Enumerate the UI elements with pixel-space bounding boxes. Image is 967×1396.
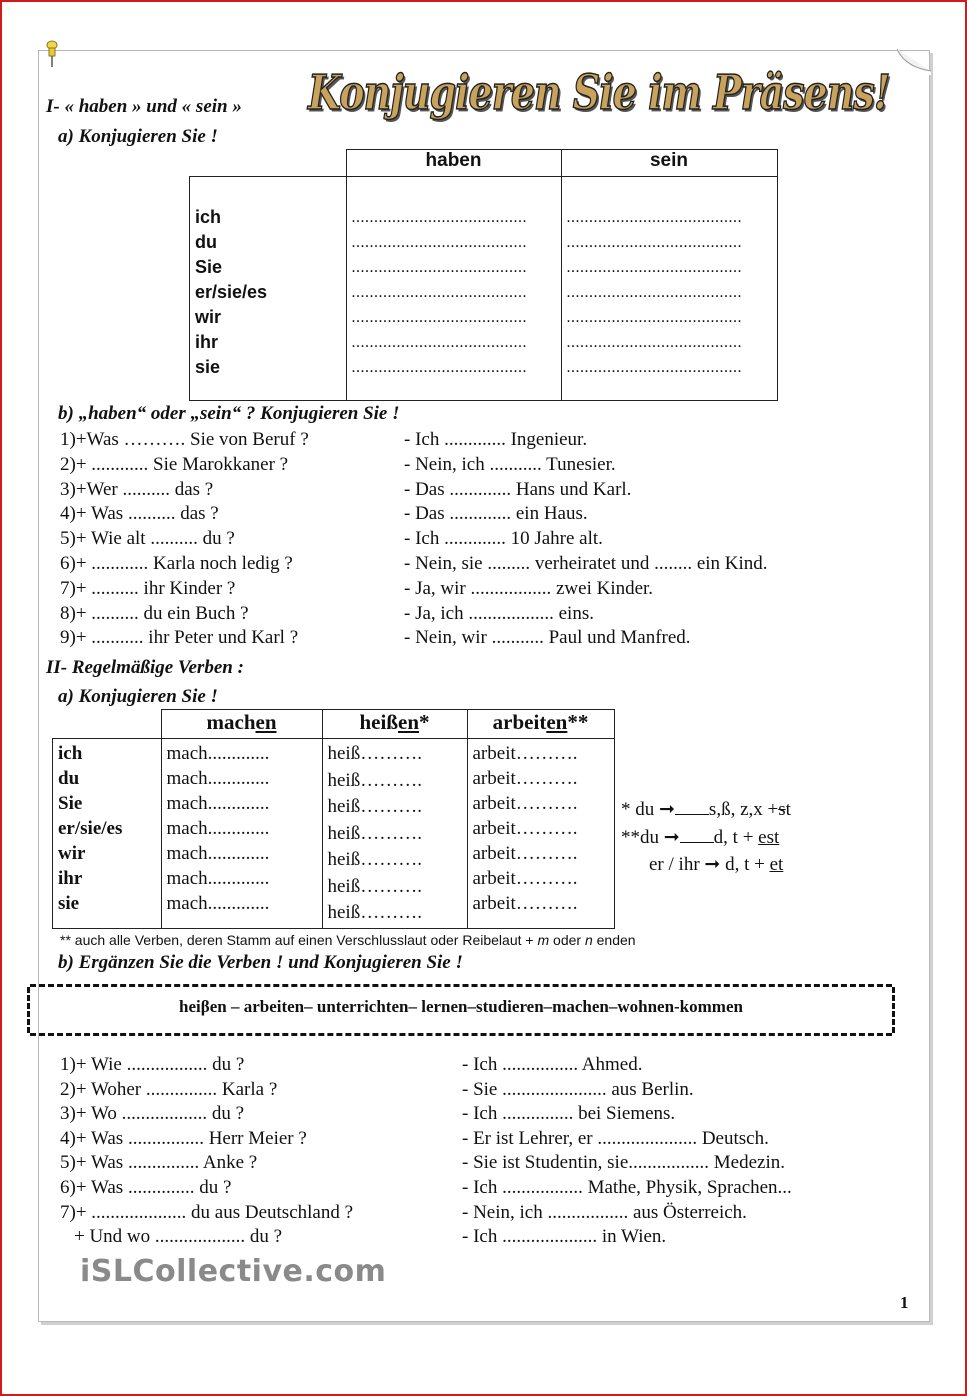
rule-er-ihr: er / ihr ➞ d, t + et — [649, 854, 784, 875]
page-number: 1 — [900, 1293, 909, 1312]
verb-blank[interactable]: mach............. — [166, 793, 270, 814]
blank-line[interactable]: ....................................... — [351, 209, 527, 226]
question: 9)+ ........... ihr Peter und Karl ? — [60, 627, 299, 649]
answer: - Nein, wir ........... Paul und Manfred. — [404, 627, 691, 649]
blank-line[interactable]: ....................................... — [351, 284, 527, 301]
verb-blank[interactable]: mach............. — [166, 818, 270, 839]
verb-blank[interactable]: mach............. — [166, 893, 270, 914]
verb-blank[interactable]: heiß………. — [327, 769, 422, 791]
question: 6)+ Was .............. du ? — [60, 1176, 232, 1198]
question: 3)+Wer .......... das ? — [60, 478, 214, 500]
pronoun: er/sie/es — [195, 282, 268, 302]
right-arrow-icon: ➞ — [704, 854, 721, 875]
answer: - Ja, wir ................. zwei Kinder. — [404, 577, 654, 599]
heissen-column[interactable] — [322, 739, 467, 929]
pronoun: sie — [58, 893, 80, 914]
question: 7)+ .......... ihr Kinder ? — [60, 577, 236, 599]
answer: - Ich .................... in Wien. — [462, 1226, 667, 1248]
right-arrow-icon: ➞ — [659, 799, 675, 820]
verb-blank[interactable]: heiß………. — [327, 796, 422, 817]
rule-du-dt: **du ➞ d, t + est — [621, 827, 780, 848]
question: + Und wo ................... du ? — [74, 1226, 283, 1248]
answer: - Ich ................. Mathe, Physik, Sprachen... — [462, 1176, 792, 1198]
verb-blank[interactable]: mach............. — [166, 868, 270, 889]
answer: - Nein, ich ................. aus Österreich. — [462, 1201, 747, 1223]
blank-line[interactable]: ....................................... — [566, 209, 742, 226]
section1-a-label: a) Konjugieren Sie ! — [58, 126, 218, 147]
col-header-machen: machen — [161, 710, 322, 739]
question: 1)+ Wie ................. du ? — [60, 1054, 245, 1075]
question: 6)+ ............ Karla noch ledig ? — [60, 552, 293, 574]
section1-heading: I- « haben » und « sein » — [46, 96, 242, 117]
question: 5)+ Wie alt .......... du ? — [60, 528, 235, 550]
col-header-arbeiten: arbeiten** — [467, 710, 614, 739]
section1-questions — [60, 428, 309, 651]
pronoun: ich — [195, 207, 222, 227]
site-logo: iSLCollective.com — [80, 1254, 387, 1289]
question: 4)+ Was ................ Herr Meier ? — [60, 1127, 307, 1149]
answer: - Nein, sie ......... verheiratet und ........ ein Kind. — [404, 552, 768, 574]
pushpin-icon — [45, 40, 59, 68]
question: 2)+ ............ Sie Marokkaner ? — [60, 453, 289, 475]
section2-b-label: b) Ergänzen Sie die Verben ! und Konjugieren Sie ! — [58, 952, 463, 973]
arbeiten-column[interactable] — [467, 739, 614, 929]
verb-blank[interactable]: arbeit………. — [472, 843, 578, 864]
answer: - Sie ...................... aus Berlin. — [462, 1078, 694, 1100]
answer: - Nein, ich ........... Tunesier. — [404, 453, 616, 475]
section2-heading: II- Regelmäßige Verben : — [46, 657, 244, 678]
verb-list: heiβen – arbeiten– unterrichten– lernen–studieren–machen–wohnen-kommen — [179, 997, 743, 1016]
blank-line[interactable]: ....................................... — [351, 234, 527, 251]
question: 3)+ Wo .................. du ? — [60, 1103, 245, 1125]
section1-b-label: b) „haben“ oder „sein“ ? Konjugieren Sie ! — [58, 403, 400, 424]
answer: - Das ............. ein Haus. — [404, 503, 588, 525]
blank-line[interactable]: ....................................... — [351, 359, 527, 376]
pronoun: wir — [195, 307, 222, 327]
blank-line[interactable]: ....................................... — [566, 259, 742, 276]
col-header-heissen: heißen* — [322, 710, 467, 739]
section1-answers — [404, 428, 768, 651]
col-header-haben: haben — [346, 150, 561, 177]
question: 1)+Was ………. Sie von Beruf ? — [60, 429, 309, 450]
pronoun: ihr — [195, 332, 219, 352]
pronoun: sie — [195, 357, 221, 377]
page-curl-icon — [897, 49, 931, 75]
answer: - Ich ............... bei Siemens. — [462, 1103, 676, 1125]
question: 4)+ Was .......... das ? — [60, 503, 219, 525]
footnote: ** auch alle Verben, deren Stamm auf einen Verschlusslaut oder Reibelaut + m oder n enden — [60, 932, 636, 948]
section2-questions — [60, 1053, 353, 1250]
question: 7)+ .................... du aus Deutschland ? — [60, 1201, 354, 1223]
verb-box — [30, 984, 892, 1036]
pronoun: Sie — [195, 257, 223, 277]
answer: - Er ist Lehrer, er ..................... Deutsch. — [462, 1127, 769, 1149]
blank-line[interactable]: ....................................... — [566, 334, 742, 351]
verb-blank[interactable]: arbeit………. — [472, 893, 578, 914]
verb-blank[interactable]: heiß………. — [327, 743, 422, 764]
pronoun: Sie — [58, 793, 83, 814]
blank-line[interactable]: ....................................... — [566, 309, 742, 326]
verb-blank[interactable]: heiß………. — [327, 902, 422, 923]
pronoun: wir — [58, 843, 86, 864]
pronoun: er/sie/es — [58, 818, 123, 839]
answer: - Ich ............. Ingenieur. — [404, 429, 588, 450]
pronoun: ich — [58, 743, 83, 764]
haben-sein-table — [189, 149, 778, 401]
answer: - Ja, ich .................. eins. — [404, 602, 594, 624]
section2-answers — [462, 1053, 792, 1250]
haben-blanks[interactable] — [346, 177, 561, 401]
blank-line[interactable]: ....................................... — [566, 359, 742, 376]
verb-blank[interactable]: heiß………. — [327, 849, 422, 870]
answer: - Ich ................ Ahmed. — [462, 1054, 643, 1075]
rule-du-s: * du ➞ s,ß, z,x +st — [621, 799, 791, 820]
pronoun: ihr — [58, 868, 83, 889]
verb-blank[interactable]: heiß………. — [327, 875, 422, 897]
right-arrow-icon: ➞ — [663, 827, 680, 848]
question: 5)+ Was ............... Anke ? — [60, 1152, 258, 1174]
pronoun-column — [190, 177, 347, 401]
section2-a-label: a) Konjugieren Sie ! — [58, 686, 218, 707]
verb-blank[interactable]: heiß………. — [327, 822, 422, 844]
question: 8)+ .......... du ein Buch ? — [60, 602, 249, 624]
verb-blank[interactable]: mach............. — [166, 843, 270, 864]
blank-line[interactable]: ....................................... — [351, 259, 527, 276]
pronoun: du — [58, 768, 80, 789]
col-header-sein: sein — [561, 150, 777, 177]
regular-verbs-table — [52, 709, 615, 929]
sein-blanks[interactable] — [561, 177, 777, 401]
verb-blank[interactable]: arbeit………. — [472, 768, 578, 789]
verb-blank[interactable]: arbeit………. — [472, 743, 578, 764]
question: 2)+ Woher ............... Karla ? — [60, 1078, 278, 1100]
verb-blank[interactable]: mach............. — [166, 743, 270, 764]
verb-blank[interactable]: arbeit………. — [472, 793, 578, 814]
page-title: Konjugieren Sie im Präsens! — [308, 64, 890, 121]
verb-blank[interactable]: arbeit………. — [472, 818, 578, 839]
blank-line[interactable]: ....................................... — [351, 309, 527, 326]
pronoun-column — [53, 739, 162, 929]
machen-column[interactable] — [161, 739, 322, 929]
blank-line[interactable]: ....................................... — [566, 284, 742, 301]
answer: - Ich ............. 10 Jahre alt. — [404, 528, 603, 550]
blank-line[interactable]: ....................................... — [351, 334, 527, 351]
blank-line[interactable]: ....................................... — [566, 234, 742, 251]
verb-blank[interactable]: arbeit………. — [472, 868, 578, 889]
pronoun: du — [195, 232, 217, 252]
answer: - Sie ist Studentin, sie................. Medezin. — [462, 1152, 785, 1174]
answer: - Das ............. Hans und Karl. — [404, 478, 632, 500]
verb-blank[interactable]: mach............. — [166, 768, 270, 789]
